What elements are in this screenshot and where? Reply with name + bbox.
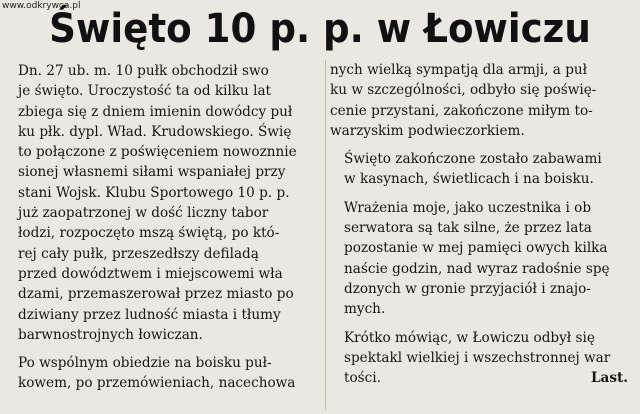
paragraph <box>4 353 322 394</box>
text-line: cenie przystani, zakończone miłym to- <box>330 102 593 119</box>
text-line: Święto zakończone zostało zabawami <box>344 151 602 168</box>
watermark: www.odkrywca.pl <box>2 1 81 11</box>
paragraph <box>330 149 636 190</box>
text-line: już zaopatrzonej w dość liczny tabor <box>18 205 269 222</box>
text-line: pozostanie w mej pamięci owych kilka <box>344 240 608 257</box>
text-line: dzami, przemaszerował przez miasto po <box>18 286 294 303</box>
text-line: serwatora są tak silne, że przez lata <box>344 220 592 237</box>
text-line: to połączone z poświęceniem nowoznnie <box>18 144 297 161</box>
paragraph <box>330 60 636 141</box>
text-line: Krótko mówiąc, w Łowiczu odbył się <box>344 329 595 346</box>
text-line: warzyskim podwieczorkiem. <box>330 122 525 139</box>
headline: Święto 10 p. p. w Łowiczu <box>49 6 591 52</box>
text-line: zbiega się z dniem imienin dowódcy puł <box>18 103 293 120</box>
paragraph <box>4 61 322 345</box>
author-signature: Last. <box>590 370 628 387</box>
text-line: naście godzin, nad wyraz radośnie spę <box>344 260 610 277</box>
text-line: rej cały pułk, przeszedłszy defiladą <box>18 245 259 262</box>
text-line: łodzi, rozpoczęto mszą świętą, po któ- <box>18 225 280 242</box>
text-line: przed dowództwem i miejscowemi wła <box>18 265 283 282</box>
text-line: tości. <box>344 370 381 387</box>
text-line: je święto. Uroczystość ta od kilku lat <box>18 83 272 100</box>
text-line: dzonych w gronie przyjaciół i znajo- <box>344 280 591 297</box>
text-line: spektakl wielkiej i wszechstronnej war <box>344 349 611 366</box>
left-column <box>4 61 322 394</box>
text-line: ku płk. dypl. Wład. Krudowskiego. Świę <box>18 123 292 140</box>
text-line: nych wielką sympatją dla armji, a puł <box>330 62 588 78</box>
text-line: ku w szczególności, odbyło się poświę- <box>330 82 597 99</box>
text-line: kowem, po przemówieniach, nacechowa <box>18 375 296 392</box>
text-line: barwnostrojnych łowiczan. <box>18 326 203 343</box>
text-line: sionej własnemi siłami wspaniałej przy <box>18 164 286 181</box>
right-column <box>330 60 636 389</box>
text-line: mych. <box>344 301 386 318</box>
text-line: Dn. 27 ub. m. 10 pułk obchodził swo <box>18 63 269 79</box>
text-line: w kasynach, świetlicach i na boisku. <box>344 171 594 188</box>
text-line: dziwiany przez ludność miasta i tłumy <box>18 306 281 323</box>
paragraph <box>330 198 636 320</box>
text-line: Po wspólnym obiedzie na boisku puł- <box>18 355 272 372</box>
text-line: stani Wojsk. Klubu Sportowego 10 p. p. <box>18 184 290 201</box>
column-divider <box>325 60 326 410</box>
text-line: Wrażenia moje, jako uczestnika i ob <box>344 199 592 216</box>
